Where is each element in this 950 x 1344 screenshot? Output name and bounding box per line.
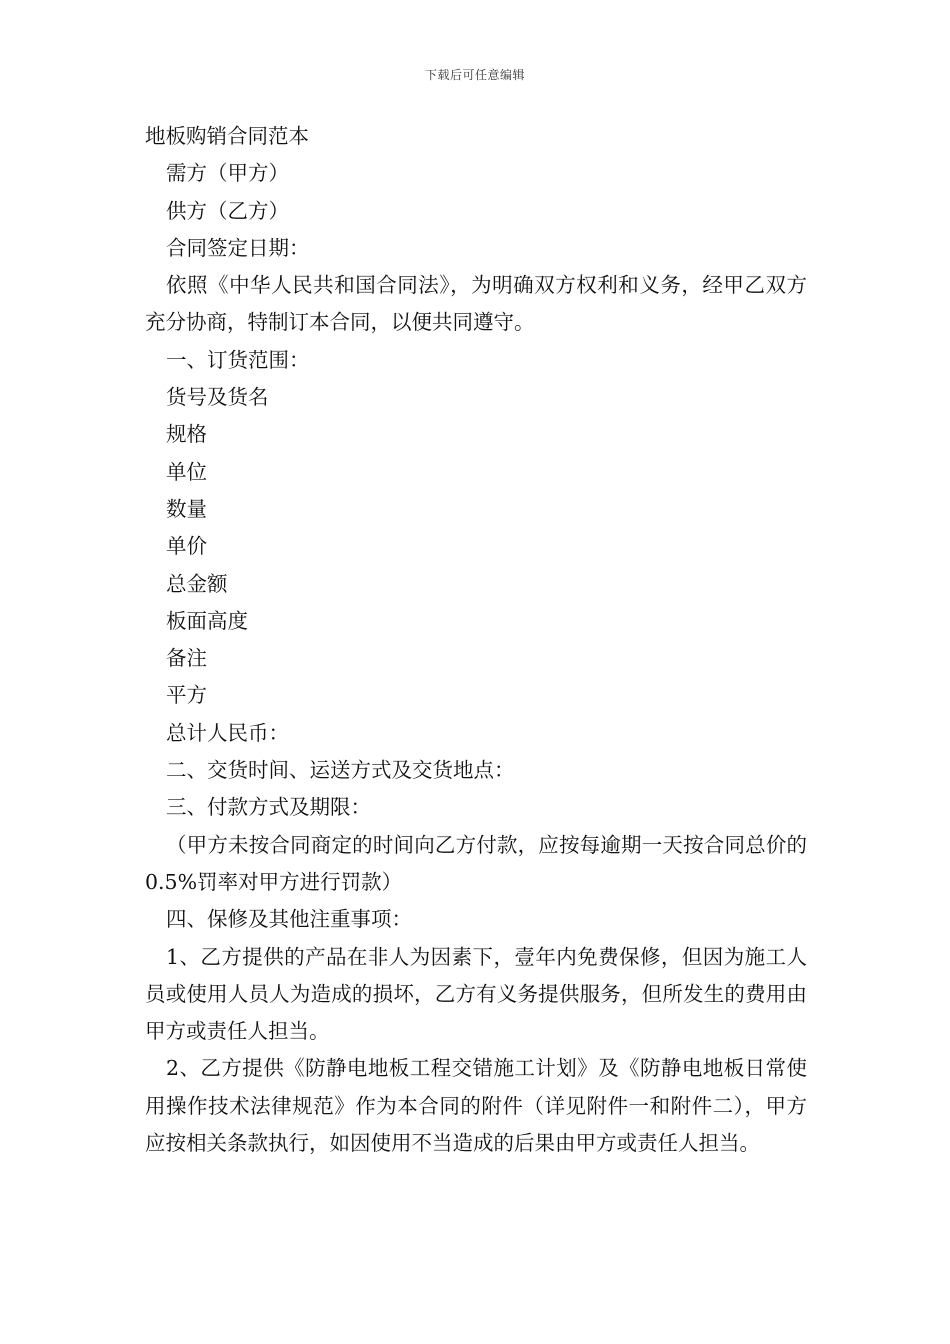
penalty-paragraph: （甲方未按合同商定的时间向乙方付款，应按每逾期一天按合同总价的0.5%罚率对甲方进行罚款） (145, 832, 807, 894)
order-item: 数量 (166, 496, 207, 521)
order-item: 单位 (166, 459, 207, 484)
order-item: 总金额 (166, 571, 228, 596)
total-rmb-line: 总计人民币： (166, 720, 289, 745)
section-4-heading: 四、保修及其他注重事项： (166, 907, 412, 932)
signing-date-line: 合同签定日期： (166, 235, 310, 260)
section-2-heading: 二、交货时间、运送方式及交货地点： (166, 758, 515, 783)
order-item: 货号及货名 (166, 385, 269, 410)
document-body (145, 118, 807, 1162)
preamble-paragraph: 依照《中华人民共和国合同法》，为明确双方权利和义务，经甲乙双方充分协商，特制订本合同，以便共同遵守。 (145, 273, 807, 335)
order-item: 规格 (166, 422, 207, 447)
seller-line: 供方（乙方） (166, 198, 289, 223)
order-item: 备注 (166, 646, 207, 671)
buyer-line: 需方（甲方） (166, 161, 289, 186)
warranty-clause-1: 1、乙方提供的产品在非人为因素下，壹年内免费保修，但因为施工人员或使用人员人为造成的损坏，乙方有义务提供服务，但所发生的费用由甲方或责任人担当。 (145, 944, 807, 1044)
section-1-heading: 一、订货范围： (166, 347, 310, 372)
section-3-heading: 三、付款方式及期限： (166, 795, 371, 820)
document-title: 地板购销合同范本 (145, 124, 309, 148)
order-item: 平方 (166, 683, 207, 708)
page-header-note: 下载后可任意编辑 (424, 68, 525, 82)
warranty-clause-2: 2、乙方提供《防静电地板工程交错施工计划》及《防静电地板日常使用操作技术法律规范》作为本合同的附件（详见附件一和附件二），甲方应按相关条款执行，如因使用不当造成的后果由甲方或责任人担当。 (145, 1056, 807, 1156)
order-item: 板面高度 (166, 608, 248, 633)
order-item: 单价 (166, 534, 207, 559)
